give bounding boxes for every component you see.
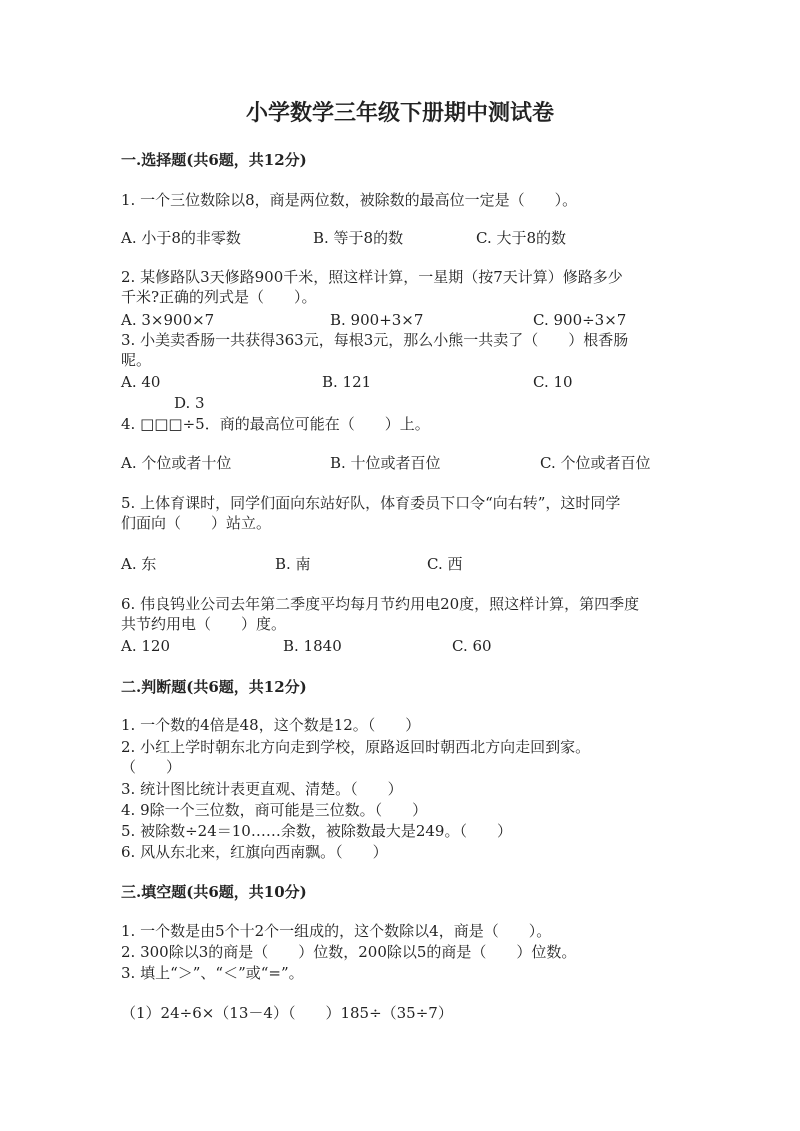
judge-line-2: 2. 小红上学时朝东北方向走到学校，原路返回时朝西北方向走回到家。 [121,738,591,756]
judge-line-3: 3. 统计图比统计表更直观、清楚。（ ） [121,780,403,798]
question-2-option-c: C. 900÷3×7 [533,311,627,329]
question-5-option-b: B. 南 [275,555,311,573]
question-2-text-line2: 千米?正确的列式是（ ）。 [121,288,317,306]
question-6-option-b: B. 1840 [283,637,342,655]
judge-line-1: 1. 一个数的4倍是48，这个数是12。（ ） [121,716,421,734]
page-title: 小学数学三年级下册期中测试卷 [245,100,554,126]
question-3-option-d: D. 3 [174,394,205,412]
question-1-text: 1. 一个三位数除以8，商是两位数，被除数的最高位一定是（ ）。 [121,191,578,209]
question-3-text-line2: 呢。 [121,351,152,369]
judge-line-5: 5. 被除数÷24＝10……余数，被除数最大是249。（ ） [121,822,512,840]
question-1-option-c: C. 大于8的数 [476,229,567,247]
question-3-option-b: B. 121 [322,373,372,391]
question-3-option-c: C. 10 [533,373,573,391]
question-4-text: 4. □□□÷5．商的最高位可能在（ ）上。 [121,415,430,433]
judge-line-2-paren: （ ） [121,758,182,776]
question-4-option-c: C. 个位或者百位 [540,454,651,472]
question-4-option-b: B. 十位或者百位 [330,454,441,472]
question-3-text-line1: 3. 小美卖香肠一共获得363元，每根3元，那么小熊一共卖了（ ）根香肠 [121,331,629,349]
question-2-text-line1: 2. 某修路队3天修路900千米，照这样计算，一星期（按7天计算）修路多少 [121,268,623,286]
question-3-option-a: A. 40 [121,373,161,391]
section-heading-choice: 一.选择题(共6题，共12分) [121,151,307,169]
question-2-option-a: A. 3×900×7 [121,311,215,329]
question-5-text-line2: 们面向（ ）站立。 [121,514,272,532]
question-6-option-a: A. 120 [121,637,170,655]
judge-line-6: 6. 风从东北来，红旗向西南飘。（ ） [121,843,388,861]
fill-line-2: 2. 300除以3的商是（ ）位数，200除以5的商是（ ）位数。 [121,943,577,961]
fill-line-3: 3. 填上“＞”、“＜”或“=”。 [121,964,304,982]
section-heading-fill: 三.填空题(共6题，共10分) [121,883,307,901]
question-5-option-a: A. 东 [121,555,157,573]
fill-line-3-sub-1: （1）24÷6×（13－4）（ ）185÷（35÷7） [121,1004,453,1022]
question-1-option-b: B. 等于8的数 [313,229,404,247]
section-heading-judge: 二.判断题(共6题，共12分) [121,678,307,696]
question-6-option-c: C. 60 [452,637,492,655]
question-5-text-line1: 5. 上体育课时，同学们面向东站好队，体育委员下口令“向右转”，这时同学 [121,494,621,512]
question-2-option-b: B. 900+3×7 [330,311,424,329]
question-4-option-a: A. 个位或者十位 [121,454,232,472]
question-5-option-c: C. 西 [427,555,463,573]
question-6-text-line2: 共节约用电（ ）度。 [121,615,287,633]
question-1-option-a: A. 小于8的非零数 [121,229,241,247]
judge-line-4: 4. 9除一个三位数，商可能是三位数。（ ） [121,801,428,819]
question-6-text-line1: 6. 伟良钨业公司去年第二季度平均每月节约用电20度，照这样计算，第四季度 [121,595,640,613]
fill-line-1: 1. 一个数是由5个十2个一组成的，这个数除以4，商是（ ）。 [121,922,552,940]
